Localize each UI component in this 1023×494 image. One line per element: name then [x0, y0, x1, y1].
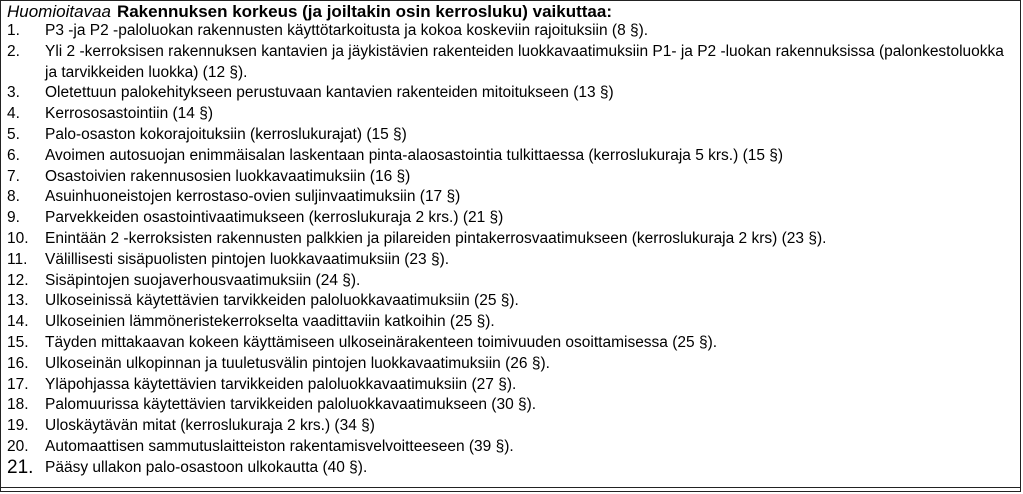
- list-item-number: 21.: [7, 456, 34, 478]
- list-item: [7, 416, 1020, 437]
- list-item: [7, 229, 1020, 250]
- list-item: [7, 104, 1020, 125]
- list-item-number: 7.: [7, 167, 20, 185]
- list-item-number: 19.: [7, 417, 29, 435]
- list-item: [7, 437, 1020, 458]
- bottom-divider: [1, 487, 1020, 488]
- list-item-text: Osastoivien rakennusosien luokkavaatimuksiin (16 §): [45, 167, 411, 185]
- heading: [7, 1, 1020, 21]
- list-item-text: Palo-osaston kokorajoituksiin (kerroslukurajat) (15 §): [45, 125, 407, 143]
- list-item-number: 16.: [7, 354, 29, 372]
- list-item: [7, 312, 1020, 333]
- list-item-text: Ulkoseinien lämmöneristekerrokselta vaadittaviin katkoihin (25 §).: [45, 313, 495, 331]
- list-item: [7, 208, 1020, 229]
- list-item: [7, 271, 1020, 292]
- list-item-number: 1.: [7, 22, 20, 39]
- list-item-text: Yli 2 -kerroksisen rakennuksen kantavien ja jäykistävien rakenteiden luokkavaatimuksiin P1- ja P2 -luokan rakennuksissa (palonkestoluokka ja tarvikkeiden luokka) (12 §).: [45, 42, 1004, 81]
- list-item-number: 13.: [7, 292, 29, 310]
- list-item-text: Välillisesti sisäpuolisten pintojen luokkavaatimuksiin (23 §).: [45, 250, 450, 268]
- list-item-number: 17.: [7, 375, 29, 393]
- list-item-number: 11.: [7, 250, 28, 268]
- list-item-text: Automaattisen sammutuslaitteiston rakentamisvelvoitteeseen (39 §).: [45, 437, 514, 455]
- numbered-list: [7, 21, 1020, 479]
- list-item-number: 2.: [7, 42, 20, 60]
- list-item-number: 8.: [7, 188, 20, 206]
- list-item-number: 9.: [7, 209, 20, 227]
- list-item-text: Enintään 2 -kerroksisten rakennusten palkkien ja pilareiden pintakerrosvaatimukseen (kerroslukuraja 2 krs) (23 §).: [45, 229, 827, 247]
- list-item: [7, 291, 1020, 312]
- list-item-text: Palomuurissa käytettävien tarvikkeiden paloluokkavaatimukseen (30 §).: [45, 396, 537, 414]
- list-item-text: Ulkoseinissä käytettävien tarvikkeiden paloluokkavaatimuksiin (25 §).: [45, 292, 519, 310]
- list-item-number: 4.: [7, 105, 20, 123]
- list-item-number: 5.: [7, 125, 20, 143]
- list-item-text: Oletettuun palokehitykseen perustuvaan kantavien rakenteiden mitoitukseen (13 §): [45, 84, 614, 102]
- list-item-text: Sisäpintojen suojaverhousvaatimuksiin (24 §).: [45, 271, 361, 289]
- list-item: [7, 375, 1020, 396]
- list-item-number: 3.: [7, 84, 20, 102]
- list-item-number: 10.: [7, 229, 29, 247]
- list-item: [7, 125, 1020, 146]
- list-item: [7, 83, 1020, 104]
- list-item: [7, 187, 1020, 208]
- list-item-text: Asuinhuoneistojen kerrostaso-ovien suljinvaatimuksiin (17 §): [45, 188, 461, 206]
- heading-topic: Rakennuksen korkeus (ja joiltakin osin kerrosluku) vaikuttaa:: [116, 2, 613, 21]
- list-item-number: 14.: [7, 313, 29, 331]
- list-item-number: 15.: [7, 333, 29, 351]
- list-item-text: Avoimen autosuojan enimmäisalan laskentaan pinta-alaosastointia tulkittaessa (kerroslukuraja 5 krs.) (15 §): [45, 146, 784, 164]
- list-item-text: Täyden mittakaavan kokeen käyttämiseen ulkoseinärakenteen toimivuuden osoittamisessa (25 §).: [45, 333, 718, 351]
- list-item-text: Pääsy ullakon palo-osastoon ulkokautta (40 §).: [45, 458, 368, 476]
- list-item: [7, 42, 1020, 84]
- list-item: [7, 458, 1020, 479]
- list-item-text: Ulkoseinän ulkopinnan ja tuuletusvälin pintojen luokkavaatimuksiin (26 §).: [45, 354, 550, 372]
- list-item-number: 18.: [7, 396, 29, 414]
- list-item: [7, 146, 1020, 167]
- list-item-text: Parvekkeiden osastointivaatimukseen (kerroslukuraja 2 krs.) (21 §): [45, 209, 504, 227]
- list-item-number: 12.: [7, 271, 29, 289]
- list-item-number: 20.: [7, 437, 29, 455]
- list-item: [7, 354, 1020, 375]
- list-item: [7, 333, 1020, 354]
- heading-intro: Huomioitavaa: [7, 2, 111, 21]
- list-item: [7, 395, 1020, 416]
- list-item-text: P3 -ja P2 -paloluokan rakennusten käyttötarkoitusta ja kokoa koskeviin rajoituksiin (8 §).: [45, 22, 649, 39]
- list-item-text: Uloskäytävän mitat (kerroslukuraja 2 krs.) (34 §): [45, 417, 375, 435]
- list-item-text: Kerrososastointiin (14 §): [45, 105, 213, 123]
- list-item-number: 6.: [7, 146, 20, 164]
- list-item: [7, 167, 1020, 188]
- list-item: [7, 250, 1020, 271]
- list-item: [7, 21, 1020, 42]
- list-item-text: Yläpohjassa käytettävien tarvikkeiden paloluokkavaatimuksiin (27 §).: [45, 375, 517, 393]
